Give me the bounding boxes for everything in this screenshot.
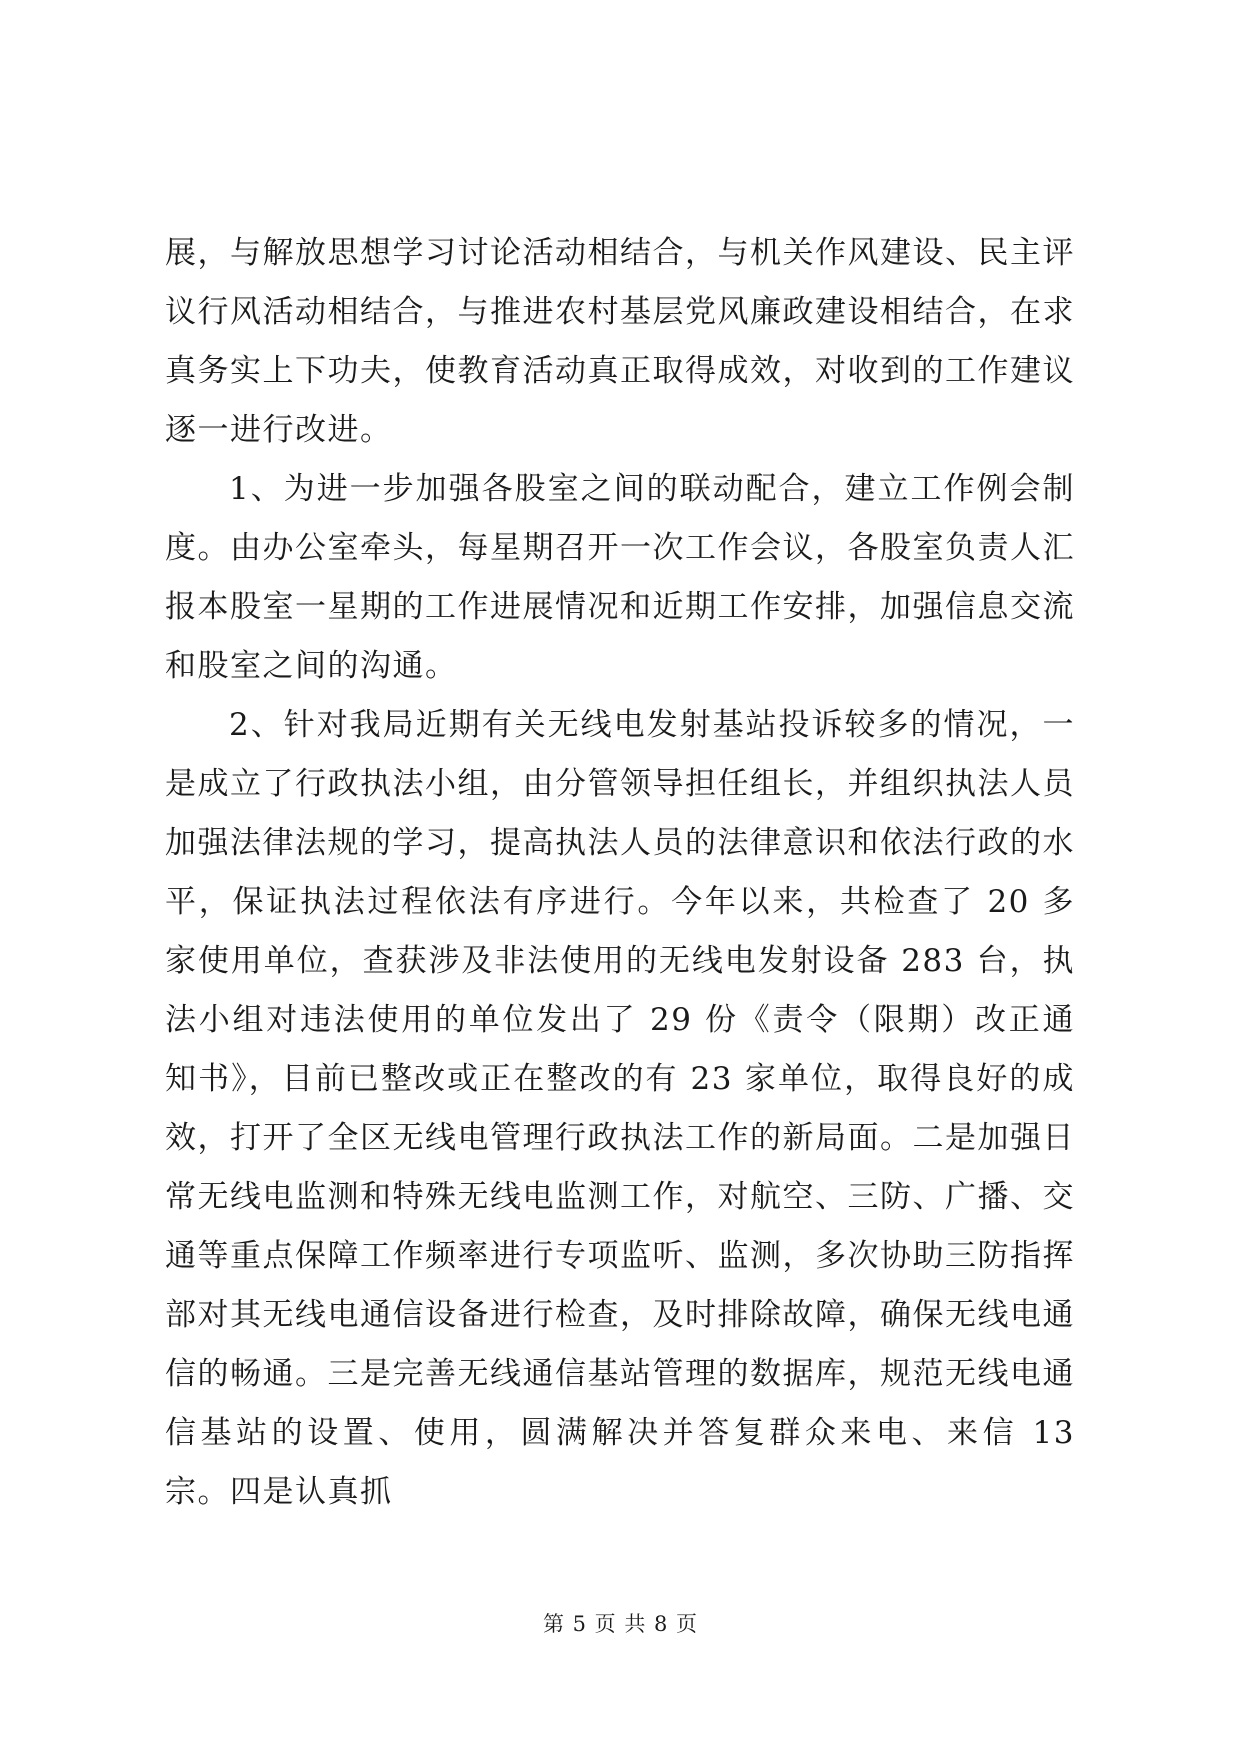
paragraph-item-1: 1、为进一步加强各股室之间的联动配合，建立工作例会制度。由办公室牵头，每星期召开一次工作会议，各股室负责人汇报本股室一星期的工作进展情况和近期工作安排，加强信息交流和股室之间的沟通。 xyxy=(165,471,1075,684)
document-body xyxy=(165,224,1075,1522)
paragraph-item-2: 2、针对我局近期有关无线电发射基站投诉较多的情况，一是成立了行政执法小组，由分管领导担任组长，并组织执法人员加强法律法规的学习，提高执法人员的法律意识和依法行政的水平，保证执法过程依法有序进行。今年以来，共检查了 20 多家使用单位，查获涉及非法使用的无线电发射设备 283 台，执法小组对违法使用的单位发出了 29 份《责令（限期）改正通知书》，目前已整改或正在整改的有 23 家单位，取得良好的成效，打开了全区无线电管理行政执法工作的新局面。二是加强日常无线电监测和特殊无线电监测工作，对航空、三防、广播、交通等重点保障工作频率进行专项监听、监测，多次协助三防指挥部对其无线电通信设备进行检查，及时排除故障，确保无线电通信的畅通。三是完善无线通信基站管理的数据库，规范无线电通信基站的设置、使用，圆满解决并答复群众来电、来信 13 宗。四是认真抓 xyxy=(165,707,1075,1510)
page-number-footer: 第 5 页 共 8 页 xyxy=(542,1612,699,1636)
paragraph-continuation: 展，与解放思想学习讨论活动相结合，与机关作风建设、民主评议行风活动相结合，与推进农村基层党风廉政建设相结合，在求真务实上下功夫，使教育活动真正取得成效，对收到的工作建议逐一进行改进。 xyxy=(165,235,1075,448)
